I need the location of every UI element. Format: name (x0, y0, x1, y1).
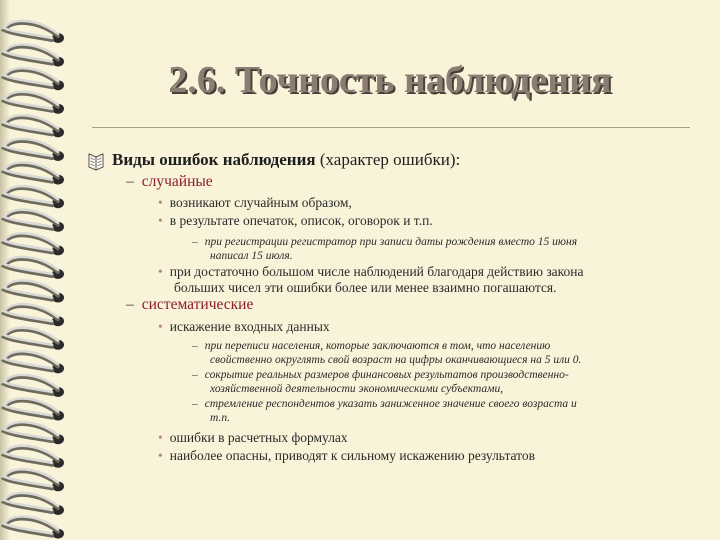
category-random: – случайные (126, 173, 213, 190)
example-item: – при переписи населения, которые заключаются в том, что населению свойственно округлять свой возраст на цифры оканчивающиеся на 5 или 0. (192, 340, 582, 366)
spiral-ring (4, 210, 64, 232)
category-systematic: – систематические (126, 296, 254, 313)
section-heading-rest: (характер ошибки): (315, 150, 461, 169)
list-item: • наиболее опасны, приводят к сильному искажению результатов (158, 448, 535, 463)
spiral-ring (4, 233, 64, 255)
title-divider (92, 127, 690, 128)
spiral-ring (4, 257, 64, 279)
spiral-ring (4, 375, 64, 397)
spiral-ring (4, 139, 64, 161)
list-item: • при достаточно большом числе наблюдений благодаря действию закона больших чисел эти ошибки более или менее взаимно погашаются. (158, 264, 584, 295)
spiral-ring (4, 446, 64, 468)
slide-title: 2.6. Точность наблюдения (168, 59, 612, 101)
spiral-ring (4, 21, 64, 43)
example-item: – при регистрации регистратор при записи даты рождения вместо 15 июня написал 15 июля. (192, 236, 578, 262)
example-item: – стремление респондентов указать заниженное значение своего возраста и т.п. (192, 398, 577, 424)
category-systematic-label: систематические (141, 296, 254, 313)
list-item: • в результате опечаток, описок, оговорок и т.п. (158, 213, 433, 228)
spiral-ring (4, 469, 64, 491)
list-item: • ошибки в расчетных формулах (158, 430, 348, 445)
spiral-ring (4, 328, 64, 350)
spiral-ring (4, 68, 64, 90)
spiral-ring (4, 493, 64, 515)
spiral-ring (4, 44, 64, 66)
list-item: • возникают случайным образом, (158, 195, 352, 210)
open-book-icon (86, 150, 106, 172)
list-item: • искажение входных данных (158, 319, 330, 334)
spiral-ring (4, 115, 64, 137)
spiral-ring (4, 422, 64, 444)
spiral-ring (4, 516, 64, 538)
spiral-ring (4, 92, 64, 114)
example-item: – сокрытие реальных размеров финансовых результатов производственно- хозяйственной деятельности экономическими субъектами, (192, 369, 569, 395)
spiral-ring (4, 186, 64, 208)
section-heading (112, 150, 460, 170)
category-random-label: случайные (141, 173, 213, 190)
spiral-ring (4, 280, 64, 302)
section-heading-bold: Виды ошибок наблюдения (112, 150, 316, 169)
spiral-ring (4, 162, 64, 184)
spiral-ring (4, 304, 64, 326)
spiral-ring (4, 351, 64, 373)
spiral-ring (4, 398, 64, 420)
